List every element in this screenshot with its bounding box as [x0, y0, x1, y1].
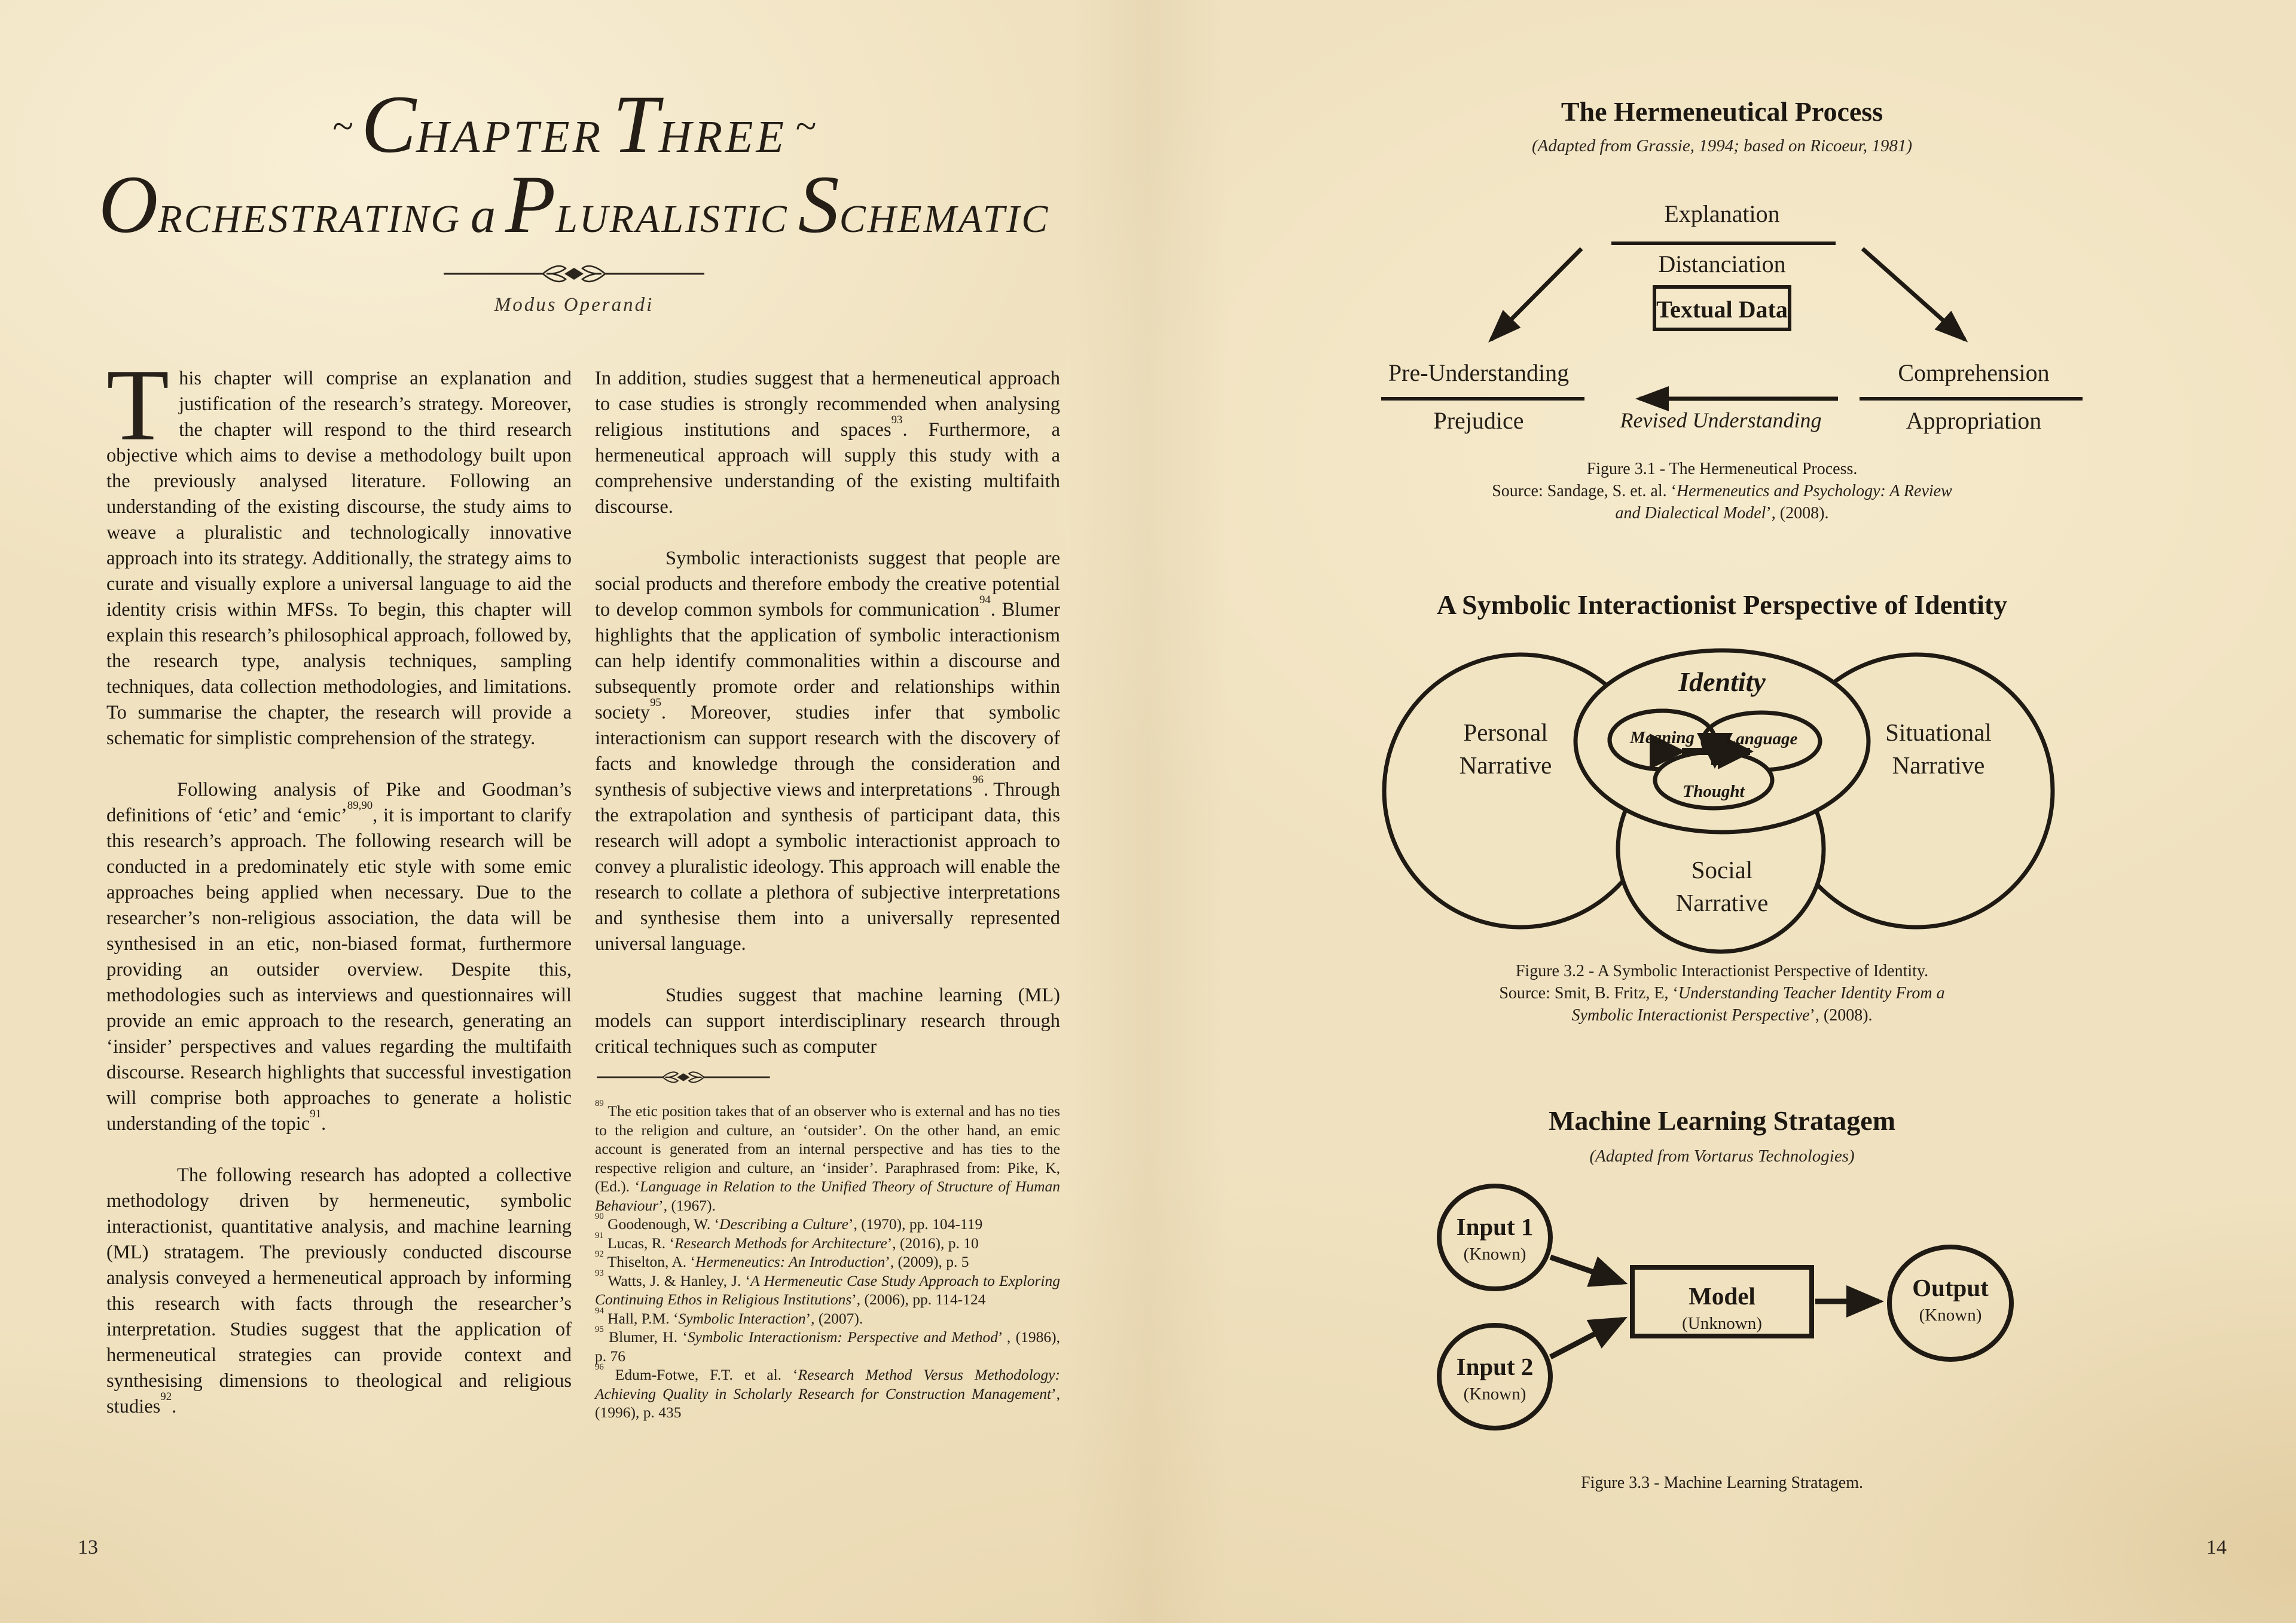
fig3-node-input2-sub: (Known): [1463, 1384, 1526, 1404]
footnote-ref: 94: [979, 594, 991, 607]
fig3-title: Machine Learning Stratagem: [1548, 1105, 1896, 1136]
footnote-ref: 89,90: [347, 799, 373, 812]
fig1-node-comprehension: Comprehension: [1898, 359, 2050, 386]
footnote: $^{96}$ Edum-Fotwe, F.T. et al. ‘Research Method Versus Methodology: Achieving Quality in Scholarly Research for Construction Management’, (1996), p. 435: [595, 1362, 1060, 1421]
footnote-ref: 92: [160, 1390, 172, 1404]
fig1-caption: Figure 3.1 - The Hermeneutical Process. Source: Sandage, S. et. al. ‘Hermeneutics and Psychology: A Review and Dialectical Model’, (2008).: [1492, 460, 1952, 522]
chapter-title-cap: S: [798, 158, 839, 250]
chapter-title: [0, 157, 1148, 252]
fig3-node-model: Model: [1689, 1282, 1755, 1310]
paragraph: Following analysis of Pike and Goodman’s definitions of ‘etic’ and ‘emic’$^{89,90}$, it is important to clarify this research’s approach. The following research will be conducted in a predominately etic style with some emic approaches being applied when necessary. Due to the researcher’s non-religious association, the data will be synthesised in an etic, non-biased format, furthermore providing an outsider overview. Despite this, methodologies such as interviews and questionnaires will provide an emic approach to the research, generating an ‘insider’ perspectives and values regarding the multifaith discourse. Research highlights that successful investigation will comprise both approaches to generate a holistic understanding of the topic$^{91}$.: [106, 779, 572, 1135]
fig2-label-meaning: Meaning: [1630, 728, 1694, 747]
paragraph: In addition, studies suggest that a hermeneutical approach to case studies is strongly recommended when analysing religious institutions and spaces$^{93}$. Furthermore, a hermeneutical approach will supply this study with a comprehensive understanding of the existing multifaith discourse.: [595, 368, 1060, 518]
footnote: $^{92}$ Thiselton, A. ‘Hermeneutics: An Introduction’, (2009), p. 5: [595, 1249, 969, 1270]
footnote: $^{90}$ Goodenough, W. ‘Describing a Culture’, (1970), pp. 104-119: [595, 1212, 983, 1233]
page-number-right: 14: [2206, 1536, 2227, 1558]
paragraph: The following research has adopted a collective methodology driven by hermeneutic, symbolic interactionist, quantitative analysis, and machine learning (ML) stratagem. The previously conducted discourse analysis conveyed a hermeneutical approach by informing this research with facts through the researcher’s interpretation. Studies suggest that the application of hermeneutical strategies can provide context and synthesising dimensions to theological and religious studies$^{92}$.: [106, 1164, 572, 1417]
fig1-node-prejudice: Prejudice: [1433, 407, 1524, 434]
text-column-2: [595, 366, 1060, 1422]
footnote-ref: 95: [650, 696, 661, 710]
fig1-box-textual-data: Textual Data: [1656, 296, 1788, 323]
chapter-title-cap: P: [505, 158, 556, 250]
fig2-label-thought: Thought: [1683, 782, 1745, 801]
chapter-title-rest: a: [471, 188, 496, 243]
chapter-title-cap: O: [98, 158, 158, 250]
chapter-title-cap: C: [361, 78, 417, 170]
footnote: $^{94}$ Hall, P.M. ‘Symbolic Interaction’, (2007).: [595, 1306, 863, 1327]
fig2-label-personal-narrative: Personal Narrative: [1459, 719, 1552, 779]
fig1-arrow-label-revised-understanding: Revised Understanding: [1620, 408, 1822, 432]
page-number-left: 13: [78, 1536, 98, 1558]
fig2-label-language: Language: [1725, 729, 1798, 748]
fig3-subtitle: (Adapted from Vortarus Technologies): [1589, 1147, 1855, 1166]
footnote: $^{91}$ Lucas, R. ‘Research Methods for Architecture’, (2016), p. 10: [595, 1230, 979, 1252]
fig3-node-output: Output: [1912, 1274, 1989, 1301]
fig1-node-distanciation: Distanciation: [1658, 250, 1786, 277]
paragraph: Symbolic interactionists suggest that people are social products and therefore embody the creative potential to develop common symbols for communication$^{94}$. Blumer highlights that the application of symbolic interactionism can help identify commonalities within a discourse and subsequently promote order and relationships within society$^{95}$. Moreover, studies infer that symbolic interactionism can support research with the discovery of facts and knowledge through the consideration and synthesis of subjective views and interpretations$^{96}$. Through the extrapolation and synthesis of participant data, this research will adopt a symbolic interactionist approach to convey a pluralistic ideology. This approach will enable the research to collate a plethora of subjective interpretations and synthesise them into a universally represented universal language.: [595, 548, 1060, 955]
chapter-title-rest: LURALISTIC: [555, 197, 789, 241]
paragraph: Studies suggest that machine learning (ML) models can support interdisciplinary research through critical techniques such as computer: [595, 985, 1060, 1057]
footnote-ref: 96: [972, 774, 984, 787]
chapter-title-rest: RCHESTRATING: [158, 197, 461, 241]
right-page: [1148, 0, 2296, 1623]
fig3-node-input1: Input 1: [1456, 1213, 1534, 1240]
chapter-title-rest: CHEMATIC: [839, 197, 1050, 241]
text-column-1: [106, 349, 572, 1420]
chapter-title-rest: HREE: [658, 112, 787, 162]
fig3-node-model-sub: (Unknown): [1682, 1314, 1762, 1333]
fig1-node-explanation: Explanation: [1664, 200, 1780, 227]
fig3-node-output-sub: (Known): [1919, 1306, 1982, 1325]
fig2-label-social-narrative: Social Narrative: [1675, 856, 1769, 916]
footnote: $^{93}$ Watts, J. & Hanley, J. ‘A Hermeneutic Case Study Approach to Exploring Continuing Ethos in Religious Institutions’, (2006), pp. 114-124: [595, 1268, 1060, 1308]
fig2-label-identity: Identity: [1678, 667, 1766, 697]
fig2-caption: Figure 3.2 - A Symbolic Interactionist Perspective of Identity. Source: Smit, B. Fritz, E, ‘Understanding Teacher Identity From a Symbolic Interactionist Perspective’, (2008).: [1499, 962, 1945, 1025]
fig2-label-situational-narrative: Situational Narrative: [1885, 719, 1992, 779]
fig1-subtitle: (Adapted from Grassie, 1994; based on Ricoeur, 1981): [1531, 136, 1913, 155]
dropcap-letter: T: [106, 349, 170, 462]
chapter-title-rest: HAPTER: [416, 112, 603, 162]
footnote-ref: 93: [891, 414, 903, 427]
footnote-divider-ornament-icon: [596, 1068, 771, 1086]
chapter-title-cap: T: [613, 78, 659, 170]
fig3-node-input1-sub: (Known): [1463, 1245, 1526, 1264]
fig2-title: A Symbolic Interactionist Perspective of Identity: [1436, 589, 2008, 620]
paragraph: This chapter will comprise an explanation and justification of the research’s strategy. Moreover, the chapter will respond to the third research objective which aims to devise a methodology built upon the previously analysed literature. Following an understanding of the existing discourse, the study aims to weave a pluralistic and technologically innovative approach into its strategy. Additionally, the strategy aims to curate and visually explore a universal language to aid the identity crisis within MFSs. To begin, this chapter will explain this research’s philosophical approach, followed by, the research type, analysis techniques, sampling techniques, data collection methodologies, and limitations. To summarise the chapter, the research will provide a schematic for simplistic comprehension of the strategy.: [106, 349, 572, 749]
chapter-subtitle: Modus Operandi: [494, 294, 654, 316]
footnote: $^{89}$ The etic position takes that of an observer who is external and has no ties to the religion and culture, an ‘outsider’. On the other hand, an emic account is generated from an internal perspective and has ties to the respective religion and culture, an ‘insider’. Paraphrased from: Pike, K, (Ed.). ‘Language in Relation to the Unified Theory of Structure of Human Behaviour’, (1967).: [595, 1099, 1060, 1214]
fig3-node-input2: Input 2: [1456, 1353, 1534, 1380]
divider-ornament-icon: [441, 261, 707, 287]
footnote: $^{95}$ Blumer, H. ‘Symbolic Interactionism: Perspective and Method’ , (1986), p. 76: [595, 1325, 1060, 1365]
tilde-ornament: ~: [795, 105, 816, 147]
tilde-ornament: ~: [332, 105, 353, 147]
footnotes-block: [595, 1099, 1060, 1422]
fig1-title: The Hermeneutical Process: [1561, 96, 1883, 127]
fig1-node-appropriation: Appropriation: [1906, 407, 2042, 434]
fig1-node-pre-understanding: Pre-Understanding: [1388, 359, 1570, 386]
fig3-caption: Figure 3.3 - Machine Learning Stratagem.: [1581, 1474, 1863, 1492]
footnote-ref: 91: [310, 1108, 322, 1121]
